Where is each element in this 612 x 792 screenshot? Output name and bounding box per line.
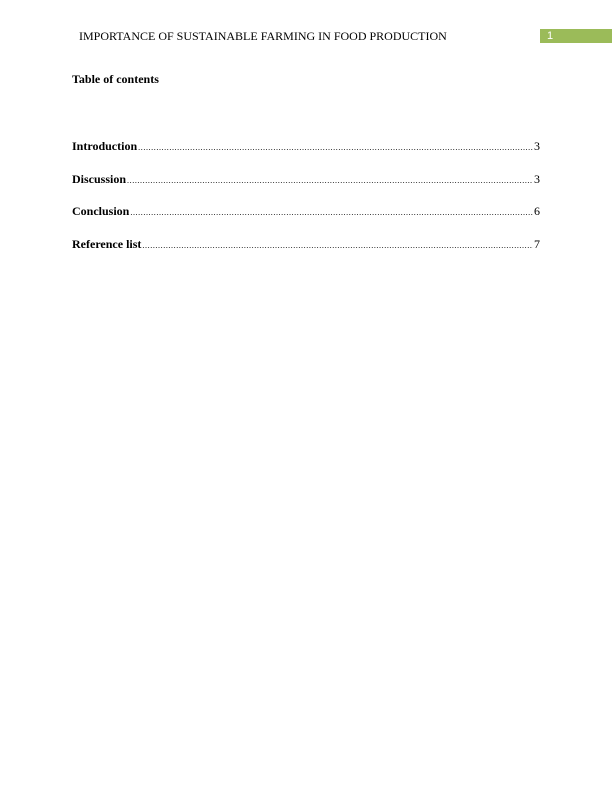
toc-entry-label: Reference list <box>72 236 142 251</box>
toc-entry-page: 6 <box>534 204 540 218</box>
page-number-badge <box>540 29 612 43</box>
toc-entry-label: Introduction <box>72 139 138 153</box>
toc-entry-page: 7 <box>534 236 540 251</box>
toc-entry-conclusion[interactable] <box>72 204 540 218</box>
toc-entry-label: Discussion <box>72 171 127 186</box>
toc-entry-label: Conclusion <box>72 204 130 218</box>
toc-heading: Table of contents <box>72 72 159 86</box>
toc-entry-page: 3 <box>534 171 540 186</box>
table-of-contents <box>72 139 540 269</box>
header-title: IMPORTANCE OF SUSTAINABLE FARMING IN FOOD PRODUCTION <box>79 29 447 43</box>
toc-dot-leader <box>130 206 533 218</box>
toc-entry-discussion[interactable] <box>72 172 540 186</box>
toc-dot-leader <box>138 141 533 153</box>
toc-entry-introduction[interactable] <box>72 139 540 153</box>
toc-entry-reference-list[interactable] <box>72 237 540 251</box>
toc-entry-page: 3 <box>534 139 540 153</box>
toc-dot-leader <box>142 239 533 251</box>
page-number: 1 <box>547 30 554 42</box>
toc-dot-leader <box>127 174 533 186</box>
